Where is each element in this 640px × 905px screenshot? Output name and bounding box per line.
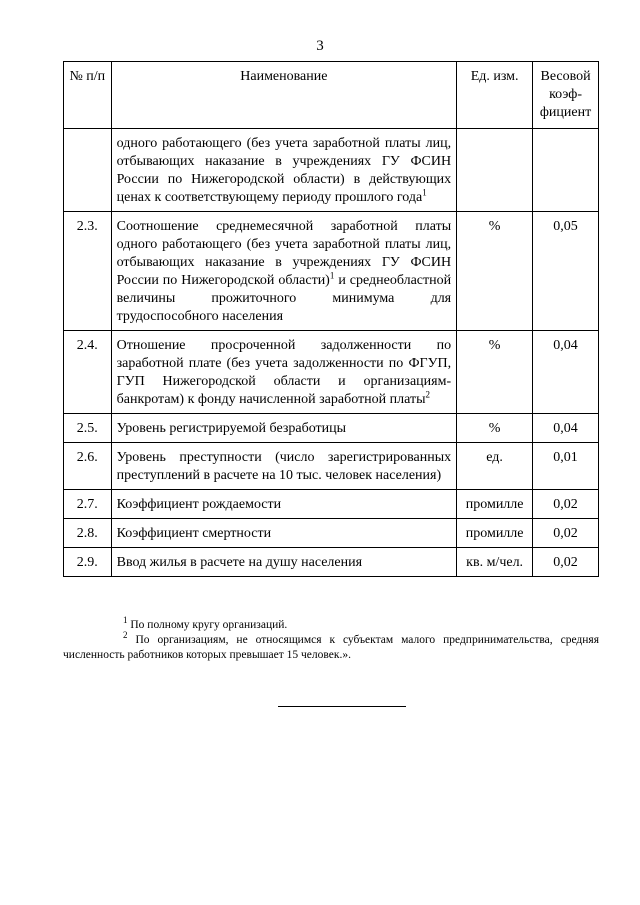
row-name: Уровень регистрируемой безработицы [111,414,457,443]
table-row [64,443,599,490]
row-unit: % [457,331,533,414]
indicators-table [63,61,599,577]
row-unit: ед. [457,443,533,490]
footnote-ref: 1 [422,187,427,198]
footnote-ref: 1 [329,270,335,281]
row-coef: 0,05 [533,212,599,331]
row-coef: 0,04 [533,414,599,443]
table-row [64,212,599,331]
row-coef: 0,04 [533,331,599,414]
row-unit: % [457,212,533,331]
table-row [64,331,599,414]
row-name: Коэффициент смертности [111,519,457,548]
table-row [64,490,599,519]
row-unit: % [457,414,533,443]
row-name: Отношение просроченной задолженности по заработной плате (без учета задолженности по ФГУП, ГУП Нижегородской области и организациям-банкротам) к фонду начисленной заработной платы$^2$ [111,331,457,414]
row-coef [533,129,599,212]
footnote-1-mark: 1 [123,615,128,626]
row-unit: промилле [457,519,533,548]
table-row [64,519,599,548]
row-num: 2.6. [64,443,112,490]
row-name: Ввод жилья в расчете на душу населения [111,548,457,577]
row-name: Уровень преступности (число зарегистрированных преступлений в расчете на 10 тыс. человек населения) [111,443,457,490]
table-row [64,414,599,443]
header-unit: Ед. изм. [457,62,533,129]
header-name: Наименование [111,62,457,129]
row-unit [457,129,533,212]
row-num: 2.5. [64,414,112,443]
row-num: 2.7. [64,490,112,519]
row-coef: 0,01 [533,443,599,490]
row-num: 2.9. [64,548,112,577]
row-num: 2.8. [64,519,112,548]
row-name: Коэффициент рождаемости [111,490,457,519]
table-row [64,548,599,577]
row-coef: 0,02 [533,490,599,519]
footnote-2-mark: 2 [123,630,128,641]
footnote-1 [63,615,599,633]
row-unit: промилле [457,490,533,519]
row-num: 2.3. [64,212,112,331]
end-divider [278,706,406,707]
table-header-row [64,62,599,129]
footnote-2-text: По организациям, не относящимся к субъектам малого предпринимательства, средняя численность работников которых превышает 15 человек.». [63,634,599,661]
page-number: 3 [316,38,324,54]
header-num: № п/п [64,62,112,129]
header-coef: Весовой коэф-фициент [533,62,599,129]
footnote-2 [63,630,599,663]
row-coef: 0,02 [533,519,599,548]
row-num: 2.4. [64,331,112,414]
row-name: Соотношение среднемесячной заработной платы одного работающего (без учета заработной платы лиц, отбывающих наказание в учреждениях ГУ ФСИН России по Нижегородской области)$^1$ и среднеобластной величины прожиточного минимума для трудоспособного населения [111,212,457,331]
footnote-1-text: По полному кругу организаций. [127,619,288,631]
row-num [64,129,112,212]
row-coef: 0,02 [533,548,599,577]
row-unit: кв. м/чел. [457,548,533,577]
footnotes [63,615,599,663]
table-row [64,129,599,212]
row-name: одного работающего (без учета заработной платы лиц, отбывающих наказание в учреждениях ГУ ФСИН России по Нижегородской области) в действующих ценах к соответствующему периоду прошлого года$^1$ [111,129,457,212]
footnote-ref: 2 [425,389,430,400]
